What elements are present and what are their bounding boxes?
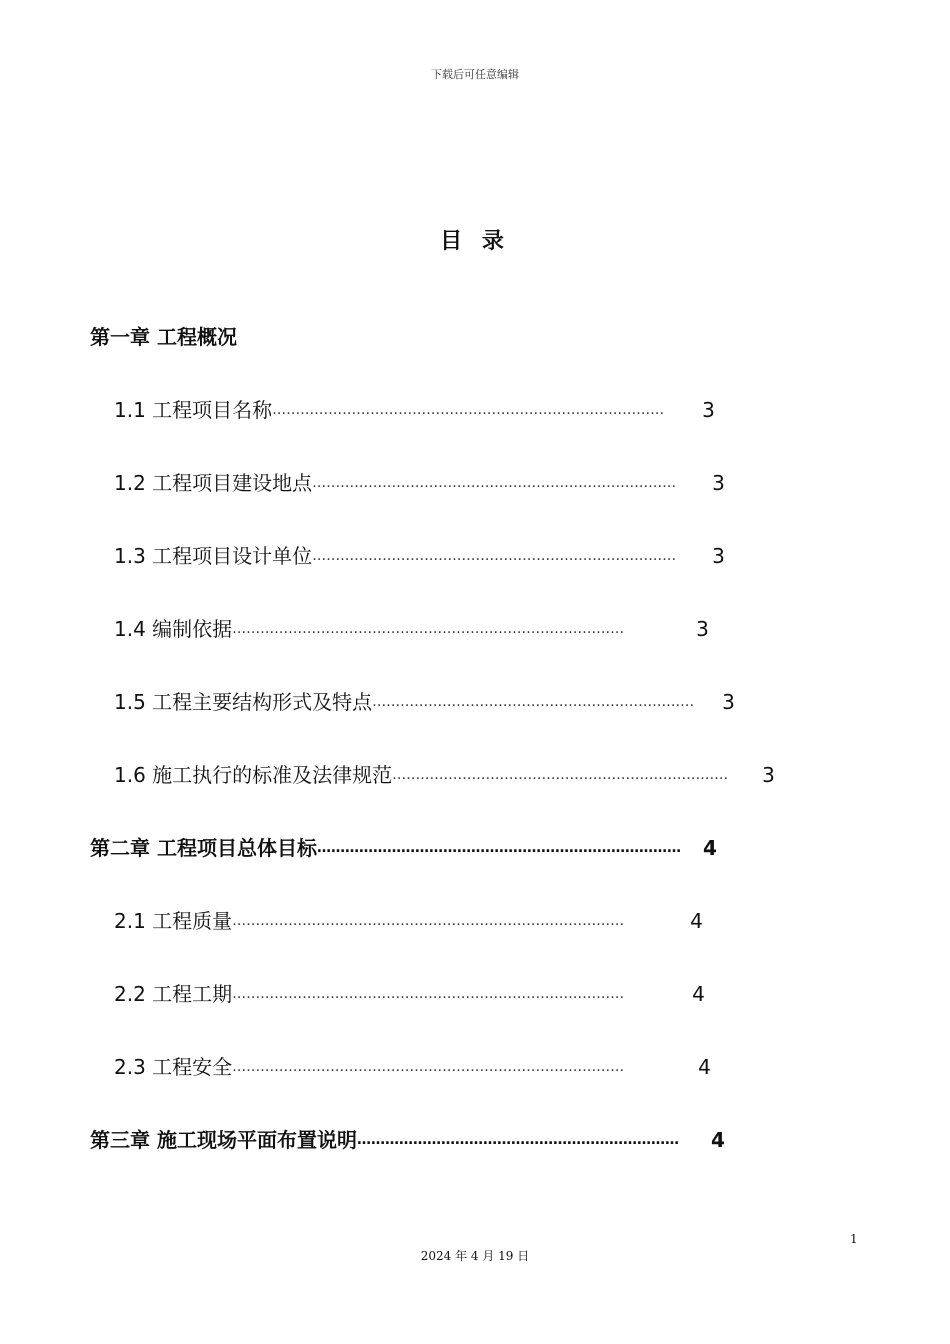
toc-entry-text: 第一章 工程概况 (90, 325, 237, 349)
toc-leader: ………………………………………………………………………… (232, 986, 625, 1002)
toc-entry-1-6[interactable] (114, 760, 775, 790)
toc-entry-page: 4 (698, 1055, 711, 1079)
toc-entry-chapter-3[interactable] (90, 1125, 725, 1155)
toc-entry-page: 3 (702, 398, 715, 422)
toc-entry-page: 4 (702, 836, 717, 860)
toc-entry-text: 1.2 工程项目建设地点 (114, 471, 313, 495)
toc-entry-2-1[interactable] (114, 906, 703, 936)
toc-entry-1-3[interactable] (114, 541, 725, 571)
toc-entry-page: 3 (722, 690, 735, 714)
toc-entry-2-2[interactable] (114, 979, 705, 1009)
toc-leader: ………………………………………………………………………… (232, 621, 625, 637)
toc-entry-chapter-2[interactable] (90, 833, 717, 863)
toc-entry-page: 4 (692, 982, 705, 1006)
toc-entry-page: 3 (712, 544, 725, 568)
toc-entry-text: 1.6 施工执行的标准及法律规范 (114, 763, 393, 787)
toc-entry-1-5[interactable] (114, 687, 735, 717)
toc-leader: …………………………………………………………………… (312, 548, 677, 564)
toc-entry-text: 1.1 工程项目名称 (114, 398, 273, 422)
toc-entry-text: 1.3 工程项目设计单位 (114, 544, 313, 568)
toc-entry-text: 2.2 工程工期 (114, 982, 233, 1006)
toc-entry-page: 3 (696, 617, 709, 641)
toc-entry-1-2[interactable] (114, 468, 725, 498)
toc-entry-text: 第三章 施工现场平面布置说明 (90, 1128, 357, 1152)
toc-leader: ……………………………………………………………… (392, 767, 729, 783)
toc-entry-page: 4 (710, 1128, 725, 1152)
toc-entry-text: 1.4 编制依据 (114, 617, 233, 641)
toc-entry-1-4[interactable] (114, 614, 709, 644)
page-header: 下载后可任意编辑 (431, 68, 519, 81)
page-number: 1 (850, 1232, 858, 1246)
toc-entry-text: 第二章 工程项目总体目标 (90, 836, 317, 860)
toc-entry-page: 4 (690, 909, 703, 933)
toc-title: 目 录 (440, 229, 510, 254)
toc-leader: …………………………………………………………………… (312, 475, 677, 491)
toc-entry-1-1[interactable] (114, 395, 734, 425)
toc-entry-text: 2.3 工程安全 (114, 1055, 233, 1079)
toc-entry-text: 2.1 工程质量 (114, 909, 233, 933)
toc-leader: ………………………………………………………………………… (272, 402, 665, 418)
toc-entry-2-3[interactable] (114, 1052, 711, 1082)
page-footer-date: 2024 年 4 月 19 日 (420, 1249, 530, 1263)
toc-leader: ………………………………………………………………………… (232, 1059, 625, 1075)
toc-entry-chapter-1[interactable] (90, 322, 237, 352)
toc-entry-text: 1.5 工程主要结构形式及特点 (114, 690, 373, 714)
toc-entry-page: 3 (762, 763, 775, 787)
toc-leader: …………………………………………………………… (372, 694, 695, 710)
toc-leader: ………………………………………………………………………… (232, 913, 625, 929)
toc-leader: …………………………………………………………… (356, 1132, 679, 1148)
toc-leader: …………………………………………………………………… (316, 840, 681, 856)
toc-entry-page: 3 (712, 471, 725, 495)
